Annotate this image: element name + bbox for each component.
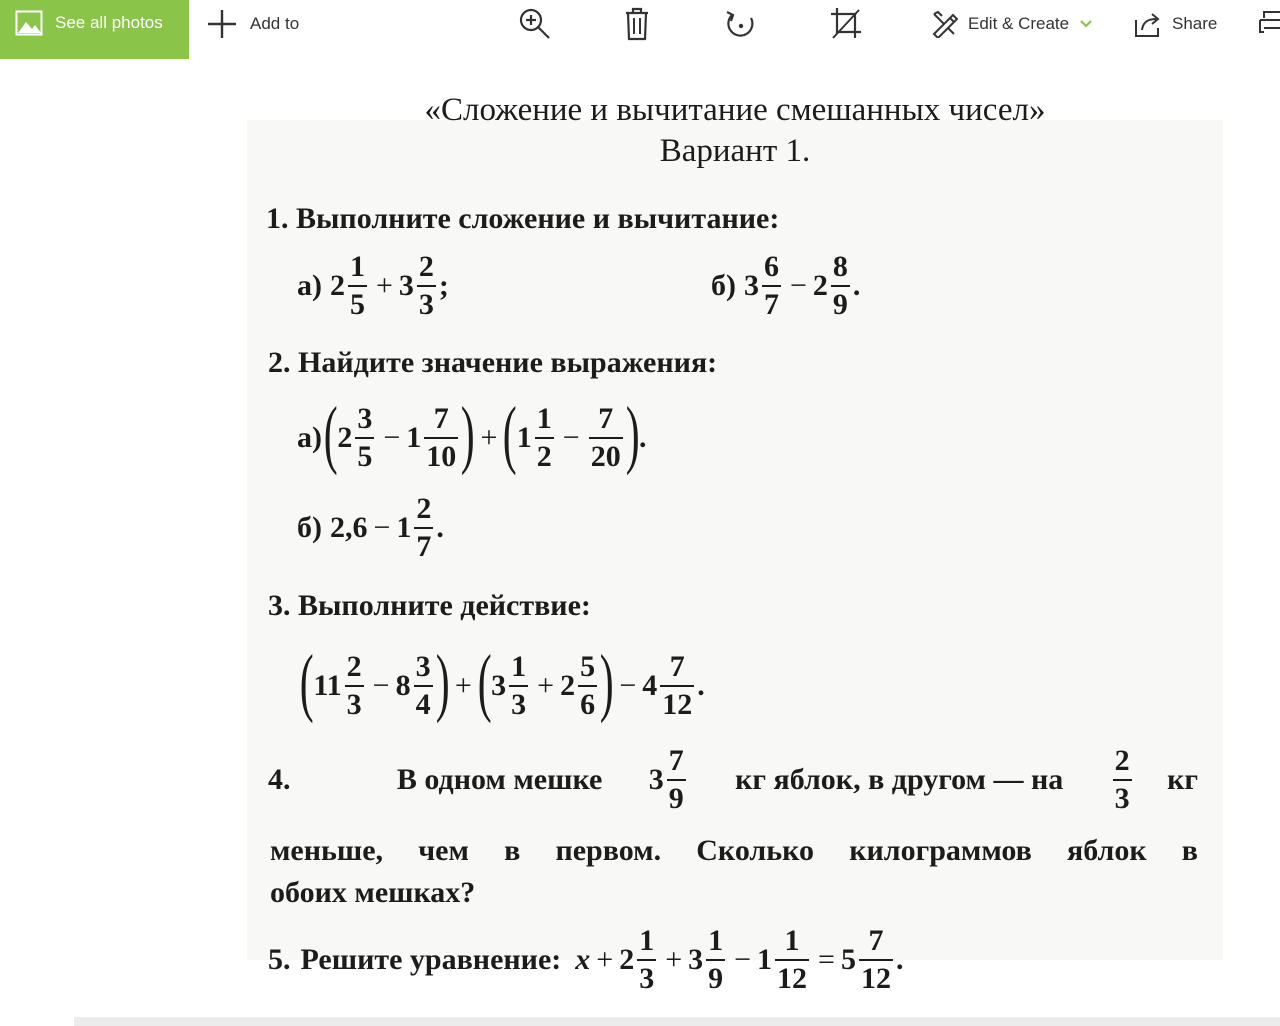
denominator: 9	[706, 959, 725, 994]
task-1-number: 1.	[266, 202, 289, 235]
fraction	[775, 926, 809, 994]
zoom-in-button[interactable]	[517, 6, 553, 42]
right-paren: )	[625, 392, 640, 476]
numerator: 1	[639, 924, 655, 957]
numerator: 1	[511, 650, 527, 683]
edit-create-label: Edit & Create	[968, 14, 1070, 33]
denominator: 7	[762, 285, 781, 320]
delete-icon	[623, 6, 651, 42]
operator: −	[372, 669, 390, 702]
denominator: 3	[637, 959, 656, 994]
task-5-expression	[268, 926, 903, 994]
task-4-text-3: кг	[1167, 763, 1198, 796]
rotate-button[interactable]	[724, 6, 758, 42]
task-5-number: 5.	[268, 943, 291, 976]
share-button[interactable]	[1134, 6, 1217, 42]
punctuation: ;	[438, 269, 449, 302]
task-4-number: 4.	[268, 763, 291, 796]
fraction	[762, 252, 781, 320]
denominator: 20	[589, 437, 623, 472]
left-paren: (	[477, 640, 492, 724]
numerator: 7	[433, 402, 449, 435]
equals-sign: =	[818, 943, 835, 976]
photos-icon	[15, 10, 43, 36]
edit-create-button[interactable]	[930, 6, 1094, 42]
numerator: 3	[415, 650, 431, 683]
denominator: 3	[417, 285, 436, 320]
left-paren: (	[503, 392, 518, 476]
fraction	[1113, 746, 1132, 814]
plus-icon	[206, 8, 238, 40]
task-5-text: Решите уравнение:	[300, 943, 562, 976]
operator: −	[562, 421, 580, 454]
fraction	[414, 652, 433, 720]
variable: x	[575, 943, 591, 976]
fraction	[355, 404, 374, 472]
operator: −	[790, 269, 807, 302]
fraction	[348, 252, 367, 320]
numerator: 3	[357, 402, 373, 435]
denominator: 3	[509, 685, 528, 720]
fraction	[417, 252, 436, 320]
fraction	[637, 926, 656, 994]
task-1a-label: а)	[297, 269, 322, 302]
denominator: 6	[578, 685, 597, 720]
denominator: 3	[1113, 779, 1132, 814]
numerator: 1	[784, 924, 800, 957]
print-icon	[1258, 10, 1280, 38]
denominator: 12	[859, 959, 893, 994]
right-paren: )	[435, 640, 450, 724]
denominator: 10	[424, 437, 458, 472]
crop-button[interactable]	[829, 6, 863, 42]
fraction	[424, 404, 458, 472]
whole-part: 4	[642, 669, 658, 702]
worksheet-title: «Сложение и вычитание смешанных чисел»	[424, 92, 1046, 128]
add-to-button[interactable]	[206, 6, 299, 42]
fraction	[345, 652, 364, 720]
numerator: 2	[416, 492, 432, 525]
fraction	[706, 926, 725, 994]
app-toolbar	[0, 0, 1280, 48]
denominator: 9	[667, 779, 686, 814]
operator: +	[480, 421, 498, 454]
punctuation: .	[697, 669, 705, 702]
fraction	[589, 404, 623, 472]
chevron-down-icon	[1078, 18, 1094, 30]
operator: +	[376, 269, 393, 302]
punctuation: .	[639, 421, 647, 454]
whole-part: 3	[491, 669, 507, 702]
whole-part: 2	[330, 269, 345, 302]
operator: +	[454, 669, 472, 702]
numerator: 1	[708, 924, 724, 957]
print-button[interactable]	[1258, 6, 1280, 42]
denominator: 9	[831, 285, 850, 320]
image-bottom-edge	[74, 1017, 1280, 1026]
task-2a-label: а)	[297, 421, 322, 454]
numerator: 6	[764, 250, 779, 283]
delete-button[interactable]	[623, 6, 651, 42]
operator: −	[619, 669, 637, 702]
share-icon	[1134, 10, 1162, 38]
operator: −	[373, 511, 391, 544]
add-to-label: Add to	[250, 14, 300, 33]
numerator: 2	[346, 650, 362, 683]
right-paren: )	[599, 640, 614, 724]
numerator: 7	[669, 650, 685, 683]
share-label: Share	[1172, 14, 1218, 33]
numerator: 8	[832, 250, 848, 283]
denominator: 5	[348, 285, 367, 320]
task-4-mixed-number	[649, 746, 689, 814]
task-3-heading	[268, 589, 591, 623]
operator: +	[596, 943, 614, 976]
task-1b-expression	[711, 252, 860, 320]
task-2-text: Найдите значение выражения:	[298, 346, 718, 379]
numerator: 1	[350, 250, 365, 283]
task-3-text: Выполните действие:	[298, 589, 591, 622]
edit-create-icon	[930, 10, 958, 38]
numerator: 2	[1114, 744, 1130, 777]
task-2b-label: б)	[297, 511, 322, 544]
numerator: 7	[598, 402, 614, 435]
whole-part: 2	[337, 421, 353, 454]
operator: −	[734, 943, 752, 976]
whole-part: 1	[516, 421, 532, 454]
fraction	[535, 404, 554, 472]
fraction	[578, 652, 597, 720]
numerator: 7	[668, 744, 684, 777]
whole-part: 3	[398, 269, 414, 302]
whole-part: 2	[560, 669, 576, 702]
whole-part: 8	[395, 669, 411, 702]
whole-part: 3	[744, 269, 759, 302]
fraction	[509, 652, 528, 720]
punctuation: .	[895, 943, 904, 976]
task-2b-expression	[297, 494, 444, 562]
fraction	[667, 746, 686, 814]
crop-icon	[829, 6, 863, 42]
task-1b-label: б)	[711, 269, 736, 302]
whole-part: 3	[648, 763, 664, 796]
punctuation: .	[436, 511, 444, 544]
task-1-text: Выполните сложение и вычитание:	[296, 202, 780, 235]
worksheet-variant: Вариант 1.	[659, 133, 811, 169]
denominator: 3	[345, 685, 364, 720]
numerator: 7	[868, 924, 884, 957]
task-4-text-1: В одном мешке	[396, 763, 603, 796]
fraction	[831, 252, 850, 320]
task-1-heading	[266, 202, 779, 236]
fraction	[660, 652, 694, 720]
task-2-heading	[268, 346, 717, 380]
whole-part: 1	[406, 421, 422, 454]
task-4-text-2: кг яблок, в другом — на	[735, 763, 1064, 796]
see-all-photos-button[interactable]	[0, 0, 189, 59]
operator: −	[383, 421, 401, 454]
denominator: 4	[414, 685, 433, 720]
whole-part: 1	[757, 943, 773, 976]
whole-part: 3	[688, 943, 704, 976]
task-4-line-1	[268, 746, 1198, 814]
decimal-number: 2,6	[330, 511, 368, 544]
task-2-number: 2.	[268, 346, 291, 379]
task-3-expression	[299, 640, 705, 724]
whole-part: 2	[619, 943, 635, 976]
whole-part: 2	[812, 269, 828, 302]
task-4-line-2: меньше, чем в первом. Сколько килограммов яблок в	[270, 834, 1198, 867]
operator: +	[537, 669, 555, 702]
left-paren: (	[299, 640, 314, 724]
rotate-icon	[724, 6, 758, 42]
fraction	[859, 926, 893, 994]
numerator: 1	[536, 402, 552, 435]
denominator: 7	[414, 527, 433, 562]
denominator: 2	[535, 437, 554, 472]
denominator: 5	[355, 437, 374, 472]
denominator: 12	[775, 959, 809, 994]
task-4-line-3: обоих мешках?	[270, 876, 476, 909]
task-1a-expression	[297, 252, 449, 320]
task-3-number: 3.	[268, 589, 291, 622]
numerator: 5	[580, 650, 596, 683]
left-paren: (	[323, 392, 338, 476]
punctuation: .	[852, 269, 861, 302]
see-all-photos-label: See all photos	[55, 13, 163, 32]
fraction	[414, 494, 433, 562]
whole-part: 1	[396, 511, 412, 544]
zoom-in-icon	[517, 6, 553, 42]
denominator: 12	[660, 685, 694, 720]
whole-part: 5	[840, 943, 856, 976]
operator: +	[665, 943, 683, 976]
whole-part: 11	[313, 669, 342, 702]
right-paren: )	[460, 392, 475, 476]
numerator: 2	[418, 250, 434, 283]
task-2a-expression	[297, 392, 647, 476]
